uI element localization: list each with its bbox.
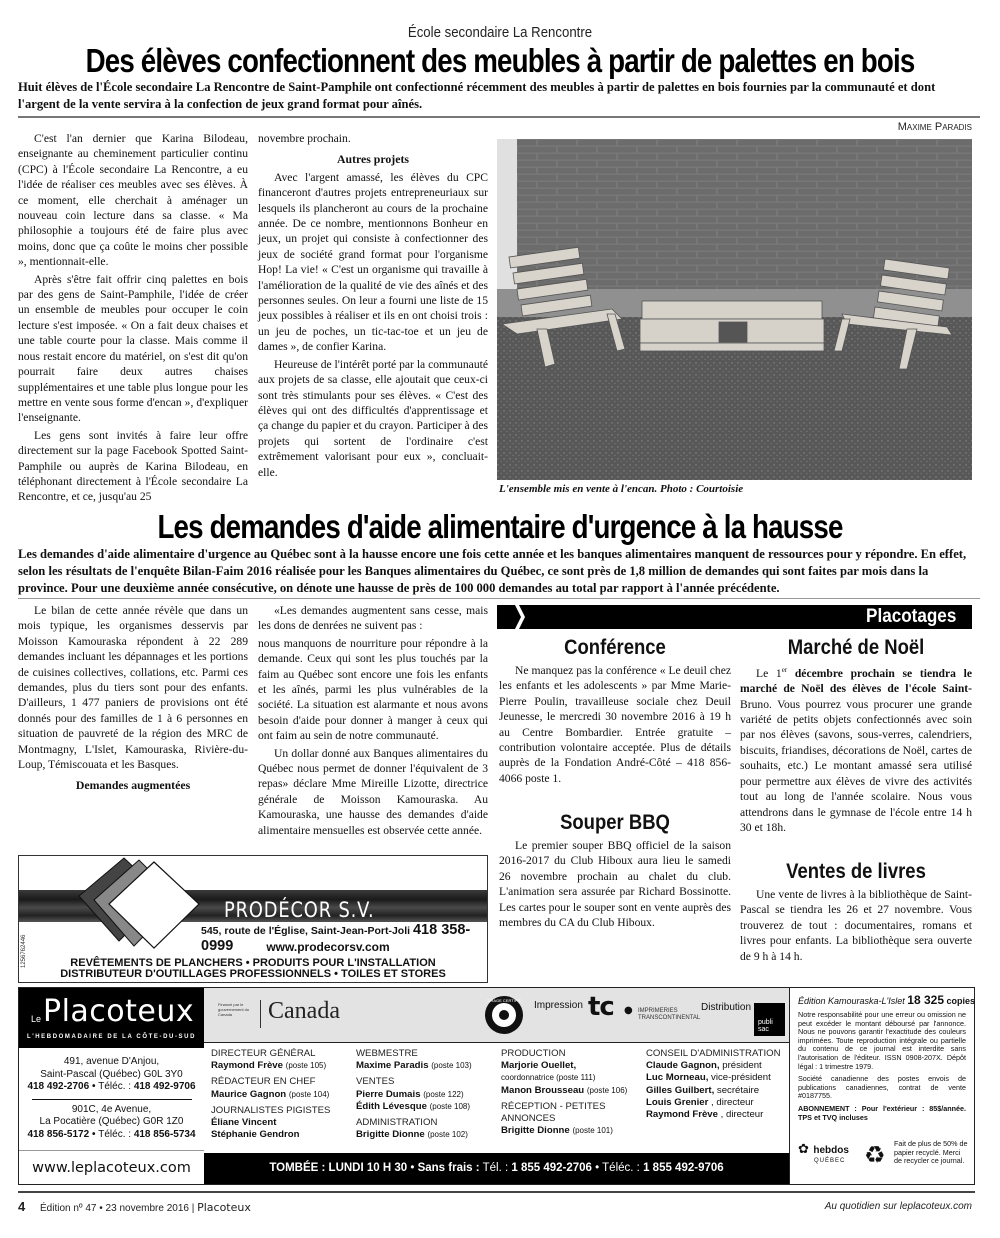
paragraph: novembre prochain.: [258, 132, 351, 145]
office-addresses: [19, 1048, 204, 1148]
bold-text: décembre prochain se tiendra le marché de Noël des élèves de l'école Saint-: [740, 666, 972, 696]
fax-label: Téléc. :: [602, 1162, 640, 1174]
toll-free-fax: 1 855 492-9706: [643, 1162, 724, 1174]
placotage-text: [740, 663, 972, 835]
partners-band: [204, 988, 789, 1043]
seal-text: TIRAGE CERTIFIÉ: [486, 998, 522, 1003]
staff-person: [646, 1109, 786, 1121]
funding-note: Financé par le gouvernement du Canada: [218, 1002, 250, 1017]
staff-extension: (poste 108): [429, 1101, 471, 1111]
ad-phone: 418 358-0999: [201, 922, 471, 954]
fax-label: Téléc. :: [98, 1081, 132, 1092]
staff-person: [501, 1060, 641, 1072]
subheading: Autres projets: [337, 152, 409, 167]
office-phones: 418 492-2706 • Téléc. : 418 492-9706: [27, 1081, 196, 1092]
placotage-title: Ventes de livres: [786, 860, 926, 883]
subheading: Demandes augmentées: [75, 778, 191, 793]
staff-name: Stéphanie Gendron: [211, 1129, 300, 1141]
placotage-conference: [499, 636, 731, 788]
fax: 418 492-9706: [133, 1081, 196, 1092]
fax: 418 856-5734: [133, 1128, 196, 1140]
paragraph: Un dollar donné aux Banques alimentaires du Québec nous permet de donner l'équivalent de 3 repas» déclare Mme Mireille Lizotte, directrice générale de Moisson Kamouraska. Au Kamouraska, une hausse des demandes d'aide alimentaire mensuelles est observée cette année.: [258, 746, 488, 837]
section-title: Placotages: [865, 606, 956, 627]
paragraph: Avec l'argent amassé, les élèves du CPC financeront d'autres projets entrepreneuriaux sur lesquels ils plancheront au cours de la prochaine année. De ce nombre, mentionnons Bonheur en jeux, un projet qui consiste à confectionner des jeux de société grand format pour l'organisme Hop! La vie! « C'est un organisme qui travaille à l'amélioration de la qualité de vie des aînés et des personnes seules. On leur a fourni une liste de 15 jeux possibles à réaliser et ils en ont choisi trois : un jeu de poches, un tic-tac-toe et un jeu de dames », de confier Karina.: [258, 170, 488, 354]
text-fragment: Le 1: [756, 666, 782, 680]
publication-info: [789, 988, 974, 1184]
staff-person: [501, 1085, 641, 1097]
staff-role: ADMINISTRATION: [356, 1117, 438, 1129]
bullet: ●: [624, 1005, 633, 1016]
staff-person: [356, 1101, 496, 1113]
placoteux-logo: [19, 988, 204, 1048]
section-banner: [497, 605, 972, 629]
staff-person: [211, 1117, 351, 1129]
edition-info: Édition nº 47 • 23 novembre 2016 |: [40, 1203, 195, 1214]
staff-role: RÉCEPTION - PETITES ANNONCES: [501, 1100, 606, 1125]
impression-label: Impression: [534, 1000, 583, 1011]
staff-role: CONSEIL D'ADMINISTRATION: [646, 1048, 781, 1059]
staff-person: [356, 1089, 496, 1101]
divider: [260, 1000, 261, 1028]
staff-person: [646, 1085, 786, 1097]
staff-name: Claude Gagnon,: [646, 1060, 720, 1072]
article-column-2: [258, 603, 488, 840]
deadline-bar: TOMBÉE : LUNDI 10 H 30 • Sans frais : Tél. : 1 855 492-2706 • Téléc. : 1 855 492-9706: [204, 1153, 789, 1184]
hebdos-sub: QUÉBEC: [814, 1158, 846, 1164]
staff-extension: secrétaire: [716, 1084, 760, 1096]
staff-name: Édith Lévesque: [356, 1100, 427, 1112]
staff-extension: (poste 104): [288, 1089, 330, 1099]
staff-person: [646, 1060, 786, 1072]
article-lede: Les demandes d'aide alimentaire d'urgence au Québec sont à la hausse encore une fois cette année et les banques alimentaires manquent de ressources pour y répondre. En effet, selon les résultats de l'enquête Bilan-Faim 2016 réalisée pour les Banques alimentaires du Québec, ce sont près de 1,8 million de demandes qui sont faites par mois dans la province. Pour une deuxième année consécutive, on dénote une hausse de près de 100 000 demandes au total par rapport à l'année précédente.: [18, 547, 967, 595]
staff-person: [501, 1125, 641, 1137]
canada-wordmark: Canada: [268, 998, 340, 1024]
staff-person: [211, 1089, 351, 1101]
article-column-1: [18, 603, 248, 796]
hebdos-flower-icon: ✿: [798, 1141, 809, 1156]
office-phones: 418 856-5172 • Téléc. : 418 856-5734: [27, 1128, 196, 1140]
recycle-note: Fait de plus de 50% de papier recyclé. Merci de recycler ce journal.: [894, 1139, 968, 1166]
staff-name: Luc Morneau,: [646, 1072, 709, 1084]
paragraph: Les gens sont invités à faire leur offre directement sur la page Facebook Spotted Saint-Pamphile ou auprès de Karina Bilodeau, en téléphonant directement à l'École secondaire La Rencontre, et ce, jusqu'au 25: [18, 428, 248, 504]
recycle-icon: ♻: [864, 1142, 886, 1169]
superscript: er: [781, 666, 788, 674]
page-number: 4: [18, 1199, 26, 1214]
staff-name: Maxime Paradis: [356, 1060, 429, 1072]
staff-person: [646, 1097, 786, 1109]
placotage-ventes-livres: [740, 860, 972, 966]
article-headline: Les demandes d'aide alimentaire d'urgence à la hausse: [157, 508, 843, 545]
paragraph: «Les demandes augmentent sans cesse, mais les dons de denrées ne suivent pas :: [258, 604, 488, 633]
paragraph: nous manquons de nourriture pour répondre à la demande. Ceux qui sont les plus touchés par la faim au Québec sont encore une fois les enfants et les aînés, parmi les plus vulnérables de la société. La situation est alarmante et nous avons besoin d'aide pour donner à manger à ceux qui ont faim au sein de notre communauté.: [258, 636, 488, 743]
masthead: [18, 987, 975, 1185]
staff-name: Marjorie Ouellet,: [501, 1060, 577, 1072]
tc-logo: tc: [588, 992, 614, 1022]
staff-role: VENTES: [356, 1076, 395, 1088]
paragraph: Après s'être fait offrir cinq palettes en bois par des gens de Saint-Pamphile, l'idée de créer un ensemble de meubles pour occuper le coin lecture s'est imposée. « On a fait deux chaises et une table courte pour la classe. Mais comme il nous restait encore du matériel, on s'est dit qu'on pourrait faire deux autres chaises supplémentaires et une table plus longue pour les mettre en vente sous forme d'encan », d'expliquer l'enseignante.: [18, 272, 248, 425]
staff-extension: (poste 103): [431, 1061, 472, 1071]
staff-name: Brigitte Dionne: [501, 1125, 570, 1137]
copies-label: copies: [946, 996, 976, 1006]
byline: Maxime Paradis: [897, 121, 972, 133]
staff-column: [646, 1048, 786, 1121]
divider: [18, 1191, 975, 1193]
advertisement-prodecor[interactable]: [18, 855, 488, 983]
staff-person: [356, 1129, 496, 1141]
divider: [18, 598, 980, 599]
placotage-text: Ne manquez pas la conférence « Le deuil chez les enfants et les adolescents » par Mme Marie-Pierre Poulin, travailleuse sociale chez Deuil Jeunesse, le mercredi 30 novembre 2016 à 19 h au Centre Bombardier. Entrée gratuite – contribution volontaire acceptée. Plus de détails auprès de la Fondation André-Côté – 418 856-4066 poste 1.: [499, 664, 731, 785]
edition-label: Édition Kamouraska-L'Islet: [798, 996, 905, 1006]
staff-person: [211, 1060, 351, 1072]
photo-image: [497, 139, 972, 480]
paragraph: Le bilan de cette année révèle que dans un mois typique, les organismes desservis par Moisson Kamouraska répondent à 22 289 demandes incluant les dépannages et les portions de cuisines collectives, collations, etc. Parmi ces demandes, plus du tiers sont pour des enfants. D'ailleurs, 1 477 paniers de provisions ont été donnés pour des familles de 1 à 6 personnes en situation de pauvreté de la région des MRC de Montmagny, L'Islet, Kamouraska, Rivière-du-Loup, Témiscouata et les Basques.: [18, 604, 248, 772]
placotage-souper-bbq: [499, 811, 731, 932]
staff-name: Manon Brousseau: [501, 1084, 585, 1096]
ad-website-link[interactable]: www.prodecorsv.com: [266, 940, 390, 954]
staff-extension: (poste 122): [423, 1089, 464, 1099]
copies-count: 18 325: [907, 993, 944, 1007]
staff-extension: coordonnatrice (poste 111): [501, 1073, 596, 1083]
divider: [18, 116, 980, 118]
staff-extension: (poste 106): [586, 1085, 628, 1095]
staff-extension: , directeur: [720, 1109, 764, 1121]
disclaimer: Notre responsabilité pour une erreur ou omission ne peut excéder le montant déboursé par l'annonce. Nous ne pouvons garantir l'exactitude des couleurs imprimées. Toute reproduction intégrale ou partielle du contenu de ce journal est interdite sans l'autorisation de l'éditeur. ISSN 0908-207X. Dépôt légal : 1 trimestre 1979.: [798, 1010, 966, 1071]
toll-free-label: Sans frais :: [417, 1162, 480, 1174]
staff-extension: vice-président: [711, 1072, 771, 1084]
toll-free-phone: 1 855 492-2706: [511, 1162, 592, 1174]
staff-name: Gilles Guilbert,: [646, 1084, 715, 1096]
website-link[interactable]: www.leplacoteux.com: [19, 1150, 204, 1184]
footer-brand: Placoteux: [197, 1201, 251, 1214]
article-lede: Huit élèves de l'École secondaire La Rencontre de Saint-Pamphile ont confectionné récemment des meubles à partir de palettes en bois fournies par la communauté et dont l'argent de la vente servira à la confection de jeux grand format pour aînés.: [18, 80, 936, 111]
hebdos-text: hebdos: [813, 1145, 849, 1156]
divider: [32, 1099, 192, 1100]
ad-address-text: 545, route de l'Église, Saint-Jean-Port-Joli: [201, 925, 411, 937]
distribution-label: Distribution: [701, 1002, 752, 1013]
chevron-right-icon: [497, 605, 527, 629]
staff-person: [211, 1129, 351, 1141]
article-column-2: [258, 131, 488, 482]
placotage-text: Le premier souper BBQ officiel de la saison 2016-2017 du Club Hiboux aura lieu le samedi 26 novembre prochain au chalet du club. L'animation sera assurée par Richard Bossinotte. Les cartes pour le souper sont en vente auprès des membres du CA du Club Hiboux.: [499, 839, 731, 930]
staff-person: [646, 1072, 786, 1084]
office-address-line: 491, avenue D'Anjou,: [63, 1056, 160, 1067]
article-kicker: École secondaire La Rencontre: [407, 24, 593, 41]
fax-label: Téléc. :: [98, 1128, 132, 1140]
phone: 418 856-5172: [27, 1128, 90, 1140]
staff-extension: président: [722, 1060, 762, 1072]
certified-circulation-seal-icon: [484, 995, 524, 1035]
staff-role: PRODUCTION: [501, 1048, 566, 1059]
staff-person: [356, 1060, 496, 1072]
phone: 418 492-2706: [27, 1081, 90, 1092]
staff-column: [501, 1048, 641, 1137]
text-fragment: Bruno. Vous pourrez vous procurer une grande variété de petits objets confectionnés avec soin par nos élèves (savons, sous-verres, calendriers, biscuits, friandises, décorations de Noël, cartes de souhaits, etc.) Le montant amassé sera utilisé pour permettre aux élèves de vivre des activités tout au long de l'année scolaire. Nous vous attendrons dans le gymnase de l'école entre 14 h 30 et 18h.: [740, 697, 972, 834]
article-column-1: [18, 131, 248, 507]
placotage-marche-noel: [740, 636, 972, 837]
staff-name: Maurice Gagnon: [211, 1088, 287, 1100]
staff-role: DIRECTEUR GÉNÉRAL: [211, 1048, 316, 1059]
office-address-line: Saint-Pascal (Québec) G0L 3Y0: [40, 1068, 183, 1080]
tel-label: Tél. :: [482, 1162, 509, 1174]
placotage-title: Conférence: [564, 636, 666, 659]
placotage-text: Une vente de livres à la bibliothèque de Saint-Pascal se tiendra les 26 et 27 novembre. Vous trouverez de tout : documentaires, romans et livres pour enfants. La bibliothèque sera ouverte de 9 h à 14 h.: [740, 888, 972, 963]
article-headline: Des élèves confectionnent des meubles à partir de palettes en bois: [85, 42, 915, 79]
staff-name: Raymond Frève: [211, 1060, 283, 1072]
office-address-line: La Pocatière (Québec) G0R 1Z0: [39, 1116, 184, 1127]
paragraph: C'est l'an dernier que Karina Bilodeau, enseignante au cheminement particulier continu (CPC) à l'École secondaire La Rencontre, a eu l'idée de réaliser ces meubles avec ses élèves. À ce moment, elle cherchait à aménager un nouveau coin lecture dans sa classe. « Ma philosophie a toujours été de faire plus avec moins, donc que ça coûte le moins cher possible », mentionnait-elle.: [18, 132, 248, 269]
placotage-title: Souper BBQ: [560, 811, 670, 834]
footer-website[interactable]: Au quotidien sur leplacoteux.com: [824, 1201, 972, 1212]
staff-extension: , directeur: [711, 1096, 754, 1108]
staff-column: [211, 1048, 351, 1141]
ad-tagline: DISTRIBUTEUR D'OUTILLAGES PROFESSIONNELS • TOILES ET STORES: [60, 968, 446, 980]
staff-column: [356, 1048, 496, 1141]
placotage-title: Marché de Noël: [787, 636, 925, 659]
paragraph: Heureuse de l'intérêt porté par la communauté aux projets de sa classe, elle ajoutait que ceux-ci sont très stimulants pour ses élèves. « C'est des élèves qui ont des difficultés d'apprentissage et ça change du papier et du crayon. Participer à des projets qui sortent de l'ordinaire c'est extrêmement valorisant pour eux », concluait-elle.: [258, 357, 488, 479]
photo-caption: L'ensemble mis en vente à l'encan. Photo : Courtoisie: [499, 483, 744, 495]
ad-code: 1256762446: [21, 934, 27, 968]
tc-name: IMPRIMERIES TRANSCONTINENTAL: [638, 1008, 701, 1021]
deadline: TOMBÉE : LUNDI 10 H 30: [269, 1162, 408, 1174]
edition-copies: [798, 993, 976, 1007]
staff-extension: (poste 101): [572, 1126, 613, 1136]
staff-name: Raymond Frève: [646, 1109, 718, 1121]
staff-extension: (poste 102): [427, 1130, 468, 1140]
staff-name: Éliane Vincent: [211, 1117, 277, 1129]
staff-role: WEBMESTRE: [356, 1048, 418, 1059]
pallet-table: [640, 301, 824, 351]
page-footer: [18, 1199, 251, 1214]
publisac-logo: publi sac: [754, 1003, 785, 1036]
logo-subtitle: L'HEBDOMADAIRE DE LA CÔTE-DU-SUD: [26, 1034, 197, 1040]
ad-brand-name: PRODÉCOR S.V.: [224, 898, 375, 922]
staff-name: Louis Grenier: [646, 1096, 709, 1108]
office-address-line: 901C, 4e Avenue,: [71, 1103, 152, 1115]
staff-name: Brigitte Dionne: [356, 1129, 425, 1141]
logo-name: Placoteux: [43, 994, 195, 1029]
staff-role: JOURNALISTES PIGISTES: [211, 1104, 331, 1116]
logo-le: Le: [31, 1014, 42, 1024]
photo-palette-furniture: [497, 139, 972, 480]
subscription-info: ABONNEMENT : Pour l'extérieur : 85$/année. TPS et TVQ incluses: [798, 1103, 966, 1122]
staff-extension: (poste 105): [285, 1061, 327, 1071]
hebdos-quebec-logo: [798, 1140, 860, 1164]
staff-person: [501, 1072, 641, 1084]
staff-role: RÉDACTEUR EN CHEF: [211, 1076, 316, 1088]
ad-tagline: REVÊTEMENTS DE PLANCHERS • PRODUITS POUR L'INSTALLATION: [70, 957, 436, 969]
staff-name: Pierre Dumais: [356, 1088, 421, 1100]
postal-info: Société canadienne des postes envois de publications canadiennes, contrat de vente #0187755.: [798, 1074, 966, 1101]
